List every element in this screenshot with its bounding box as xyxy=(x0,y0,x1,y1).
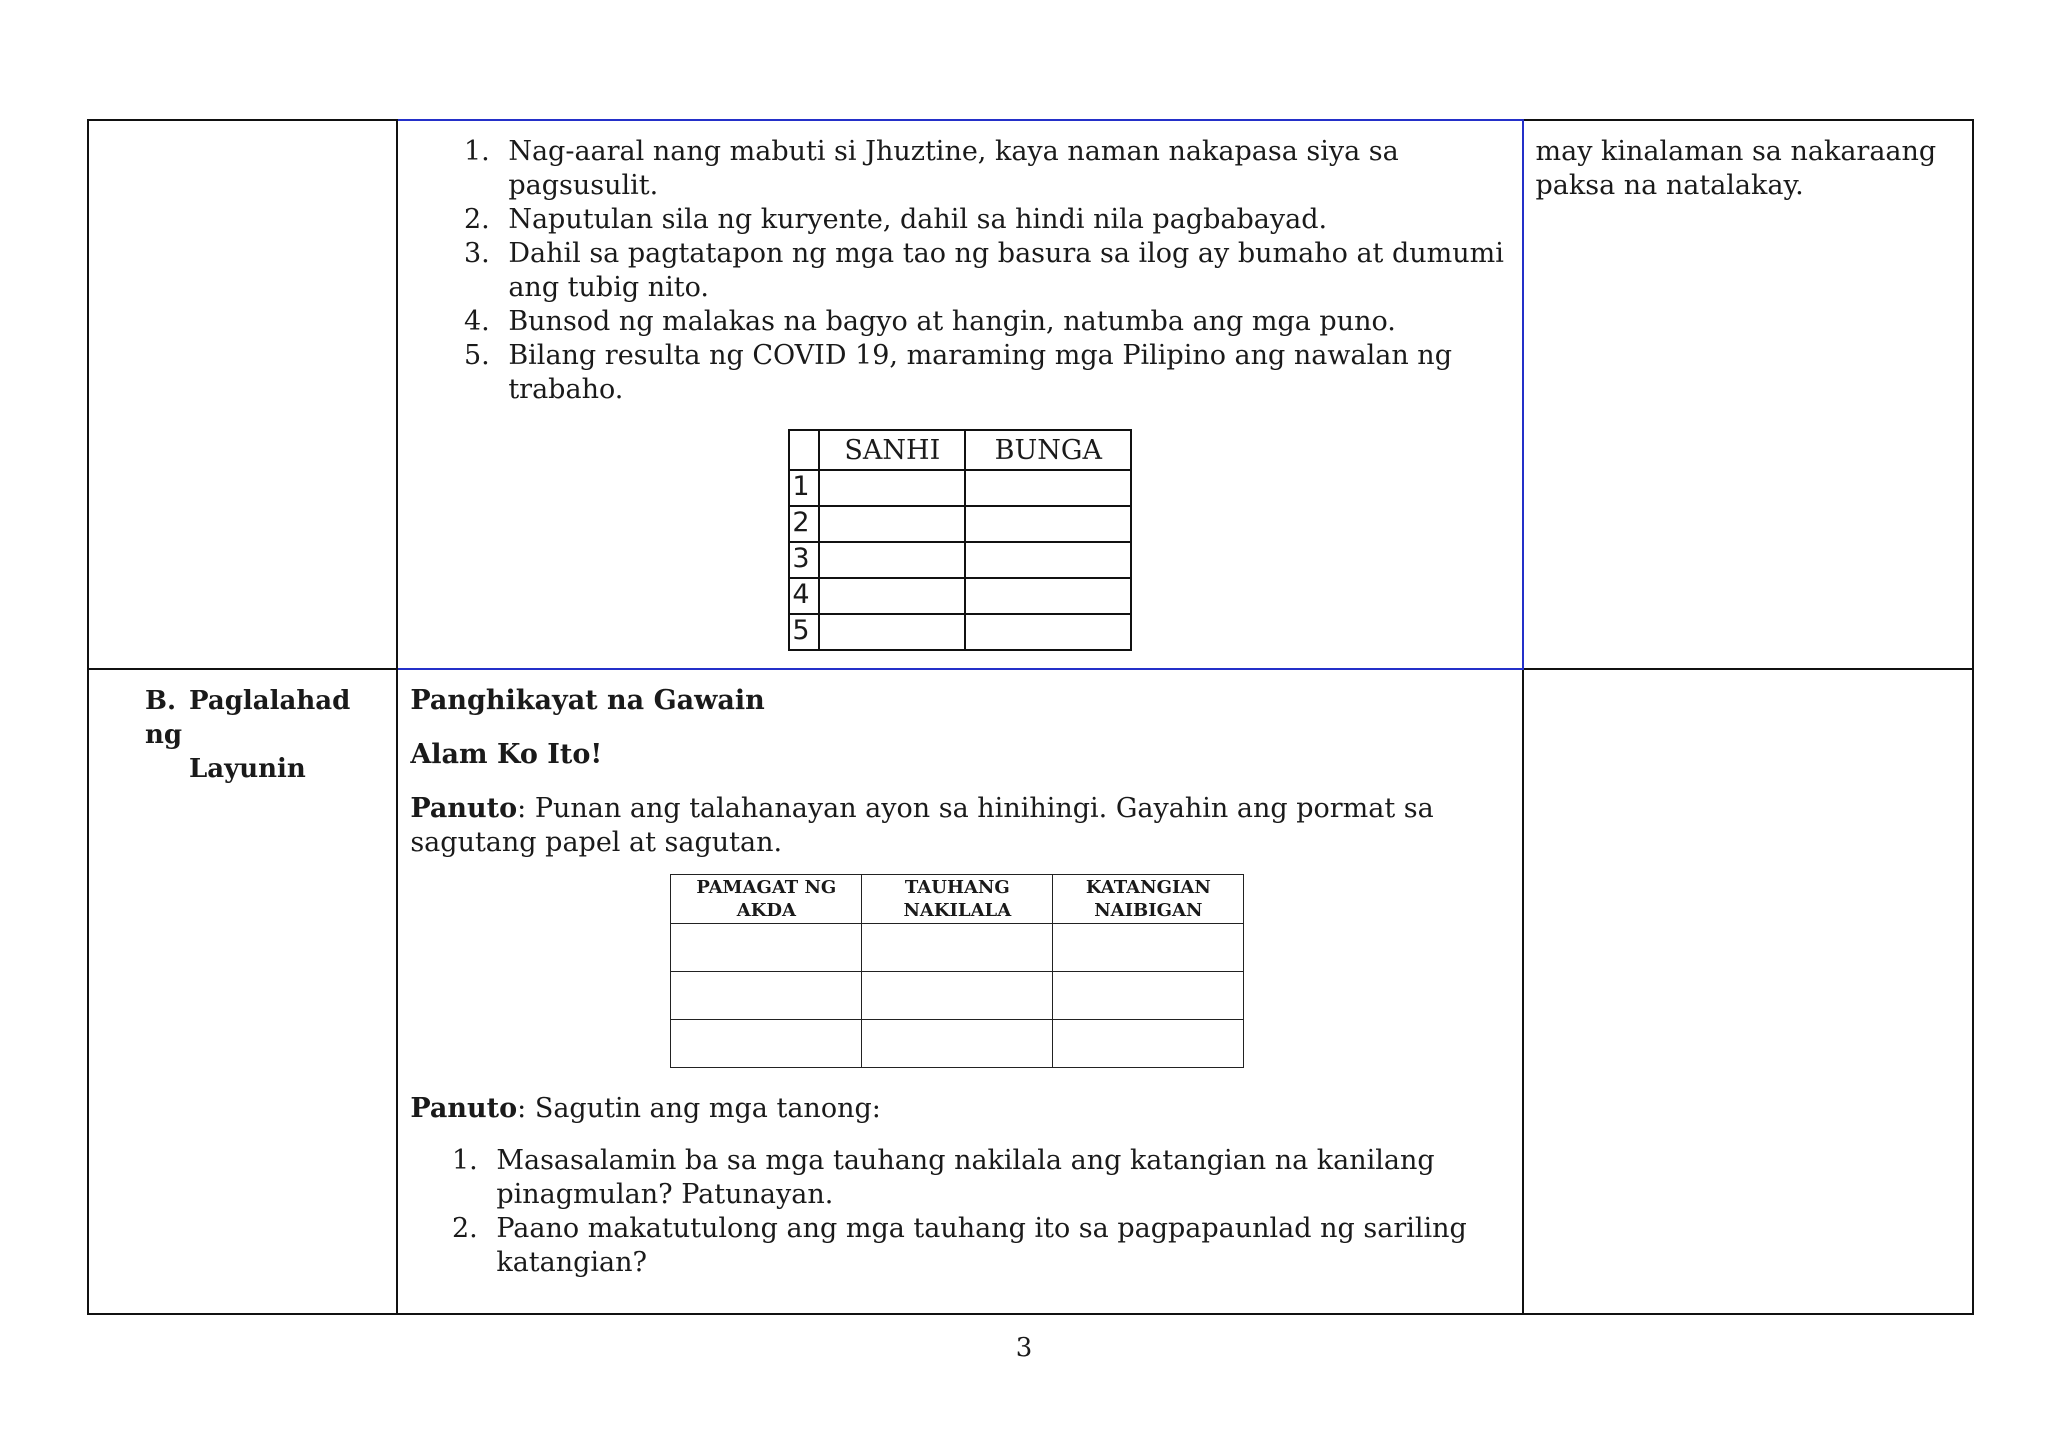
column-header: PAMAGAT NG AKDA xyxy=(671,875,862,924)
activity-title: Panghikayat na Gawain xyxy=(410,685,765,716)
list-item: 2. Paano makatutulong ang mga tauhang ito sa pagpapaunlad ng sariling katangian? xyxy=(486,1212,1521,1280)
row-number: 4 xyxy=(789,578,819,614)
activity-subtitle: Alam Ko Ito! xyxy=(410,739,603,770)
column-header-sanhi: SANHI xyxy=(819,430,965,470)
answer-cell[interactable] xyxy=(819,470,965,506)
list-item: 4. Bunsod ng malakas na bagyo at hangin, natumba ang mga puno. xyxy=(498,305,1521,339)
answer-cell[interactable] xyxy=(965,578,1131,614)
row-number: 3 xyxy=(789,542,819,578)
answer-cell[interactable] xyxy=(862,1020,1053,1068)
instruction-text: : Sagutin ang mga tanong: xyxy=(517,1093,881,1124)
lesson-plan-table xyxy=(87,119,1974,1315)
answer-cell[interactable] xyxy=(965,506,1131,542)
list-item: 5. Bilang resulta ng COVID 19, maraming mga Pilipino ang nawalan ng trabaho. xyxy=(498,339,1521,407)
instruction xyxy=(410,1092,1509,1126)
answer-cell[interactable] xyxy=(1053,972,1244,1020)
column-header: TAUHANG NAKILALA xyxy=(862,875,1053,924)
section-letter: B. xyxy=(145,686,177,716)
section-title-line2: Layunin xyxy=(189,754,306,784)
table-row xyxy=(88,669,1973,1314)
answer-cell[interactable] xyxy=(671,924,862,972)
notes-cell-empty xyxy=(1523,669,1973,1314)
content-cell xyxy=(397,120,1522,669)
row-number: 1 xyxy=(789,470,819,506)
sanhi-bunga-table xyxy=(788,429,1132,651)
answer-cell[interactable] xyxy=(671,1020,862,1068)
row-number: 5 xyxy=(789,614,819,650)
column-header-bunga: BUNGA xyxy=(965,430,1131,470)
corner-cell xyxy=(789,430,819,470)
answer-cell[interactable] xyxy=(965,542,1131,578)
sentence-list xyxy=(398,135,1521,407)
list-item: 1. Masasalamin ba sa mga tauhang nakilala ang katangian na kanilang pinagmulan? Patunayan. xyxy=(486,1144,1521,1212)
label-cell xyxy=(88,669,397,1314)
instruction-text: : Punan ang talahanayan ayon sa hinihingi. Gayahin ang pormat sa sagutang papel at sagutan. xyxy=(410,793,1434,858)
answer-cell[interactable] xyxy=(965,470,1131,506)
question-list xyxy=(398,1144,1521,1280)
table-row xyxy=(88,120,1973,669)
label-cell-empty xyxy=(88,120,397,669)
section-label xyxy=(89,670,396,786)
list-item: 2. Naputulan sila ng kuryente, dahil sa hindi nila pagbabayad. xyxy=(498,203,1521,237)
column-header: KATANGIAN NAIBIGAN xyxy=(1053,875,1244,924)
content-cell xyxy=(397,669,1522,1314)
answer-cell[interactable] xyxy=(1053,1020,1244,1068)
answer-cell[interactable] xyxy=(819,506,965,542)
answer-cell[interactable] xyxy=(965,614,1131,650)
character-table xyxy=(670,874,1244,1068)
notes-cell xyxy=(1523,120,1973,669)
answer-cell[interactable] xyxy=(862,924,1053,972)
section-title-line1: Paglalahad ng xyxy=(145,686,351,750)
answer-cell[interactable] xyxy=(862,972,1053,1020)
answer-cell[interactable] xyxy=(819,578,965,614)
instruction xyxy=(410,792,1509,860)
instruction-label: Panuto xyxy=(410,793,518,824)
instruction-label: Panuto xyxy=(410,1093,518,1124)
row-number: 2 xyxy=(789,506,819,542)
note-text: may kinalaman sa nakaraang paksa na natalakay. xyxy=(1535,136,1937,201)
list-item: 1. Nag-aaral nang mabuti si Jhuztine, kaya naman nakapasa siya sa pagsusulit. xyxy=(498,135,1521,203)
answer-cell[interactable] xyxy=(819,542,965,578)
list-item: 3. Dahil sa pagtatapon ng mga tao ng basura sa ilog ay bumaho at dumumi ang tubig nito. xyxy=(498,237,1521,305)
answer-cell[interactable] xyxy=(671,972,862,1020)
answer-cell[interactable] xyxy=(1053,924,1244,972)
answer-cell[interactable] xyxy=(819,614,965,650)
page-number: 3 xyxy=(1015,1333,1033,1363)
